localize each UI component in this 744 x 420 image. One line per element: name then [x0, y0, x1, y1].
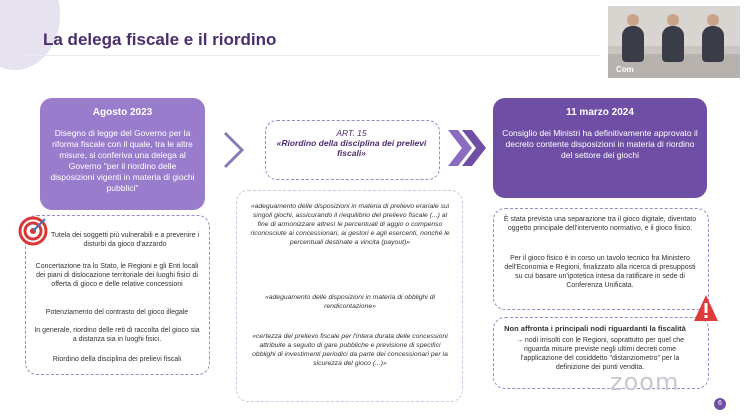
left-item-3: Potenziamento del contrasto del gioco illegale: [45, 309, 189, 316]
left-header-card: [40, 98, 205, 210]
right-header-card: [493, 98, 707, 198]
warning-title: Non affronta i principali nodi riguardanti la fiscalità: [504, 324, 686, 333]
title-divider: [20, 55, 600, 56]
zoom-watermark: zoom: [610, 368, 680, 396]
right-item-2: Per il gioco fisico è in corso un tavolo tecnico fra Ministero dell'Economia e Regioni, finalizzato alla ricerca di presupposti su cui basare un'ipotetica intesa da ratificare in sede di Conferenza Unificata.: [504, 255, 696, 289]
left-item-1: Tutela dei soggetti più vulnerabili e a prevenire i disturbi da gioco d'azzardo: [51, 232, 199, 248]
right-item-1: È stata prevista una separazione tra il gioco digitale, diventato oggetto principale dell'intervento normativo, e il gioco fisico.: [503, 216, 697, 232]
article-number: ART. 15: [336, 128, 367, 138]
participant-figure: [622, 26, 644, 62]
article-heading: [265, 128, 438, 158]
quote-3: «certezza del prelievo fiscale per l'intera durata delle concessioni attribuite a seguito di gare pubbliche e previsione di specifici obblighi di investimenti periodici da parte dei concessionari per la sicurezza del gioco (...)»: [252, 333, 448, 367]
video-thumbnail[interactable]: [608, 6, 740, 78]
warning-icon: [693, 293, 719, 323]
left-body: Disegno di legge del Governo per la riforma fiscale con il quale, tra le altre misure, si conferiva una delega al Governo "per il riordino delle disposizioni vigenti in materia di giochi pubblici": [50, 128, 195, 193]
article-title: «Riordino della disciplina dei prelievi fiscali»: [276, 138, 427, 158]
participant-figure: [662, 26, 684, 62]
slide-title: La delega fiscale e il riordino: [43, 30, 277, 49]
double-chevron-right-icon: [446, 126, 490, 170]
left-item-5: Riordino della disciplina dei prelievi fiscali: [52, 356, 182, 363]
quote-1: «adeguamento delle disposizioni in materia di prelievo erariale sui singoli giochi, assicurando il riequilibrio del prelievo fiscale (...) al fine di armonizzare altresì le percentuali di aggio o compenso riconosciute ai concessionari, ai gestori e agli esercenti, nonché le percentuali destinate a vincita (payout)»: [250, 203, 450, 246]
quote-2: «adeguamento delle disposizioni in materia di obblighi di rendicontazione»: [264, 294, 436, 310]
left-item-4: In generale, riordino delle reti di raccolta del gioco sia a distanza sia in luoghi fisici.: [34, 327, 200, 343]
video-label: Com: [616, 65, 634, 74]
right-body: Consiglio dei Ministri ha definitivamente approvato il decreto contente disposizioni in materia di riordino del settore dei giochi: [502, 128, 698, 160]
participant-figure: [702, 26, 724, 62]
left-item-2: Concertazione tra lo Stato, le Regioni e gli Enti locali dei piani di dislocazione territoriale dei luoghi fisici di offerta di gioco e delle relative concessioni: [35, 263, 199, 288]
warning-body: → nodi irrisolti con le Regioni, soprattutto per quel che riguarda misure previste negli ultimi decreti come l'applicazione del cosiddetto "distanziometro" per la definizione dei punti vendita.: [515, 337, 685, 371]
target-icon: [18, 216, 48, 246]
chevron-right-icon: [220, 130, 250, 170]
right-date: 11 marzo 2024: [566, 107, 634, 118]
page-number: 6: [714, 398, 726, 410]
left-date: Agosto 2023: [92, 107, 153, 118]
